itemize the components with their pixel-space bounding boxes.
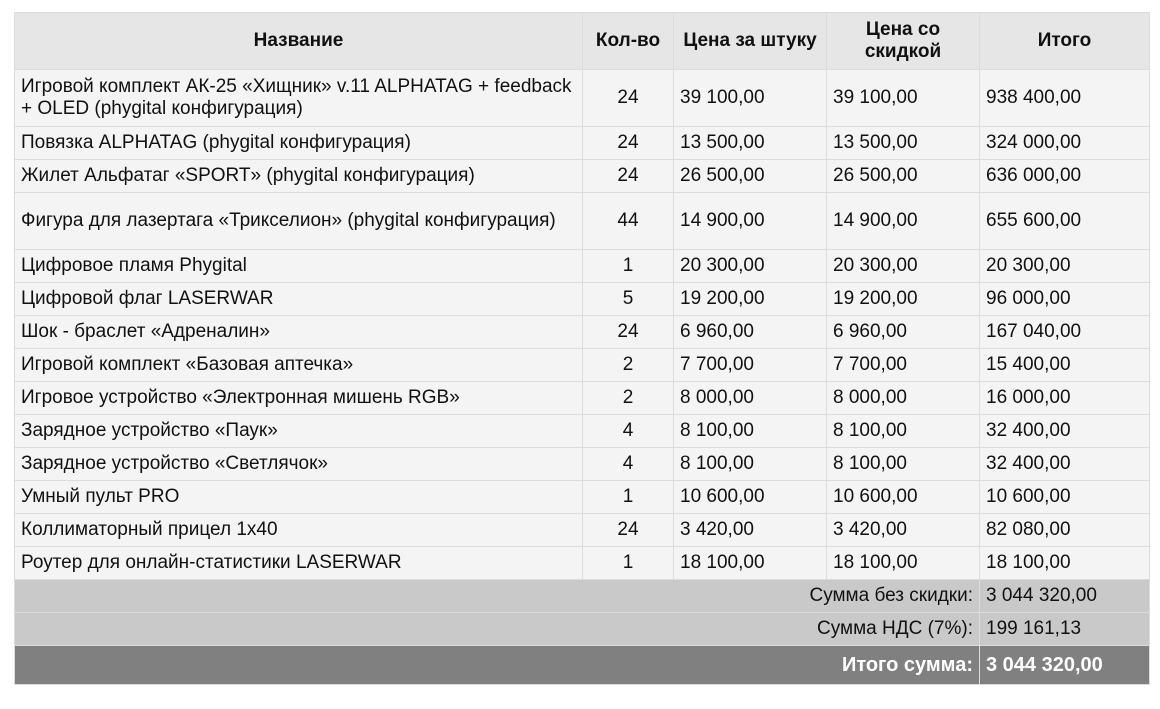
item-discount-price: 39 100,00 (827, 70, 980, 127)
item-qty: 24 (583, 127, 674, 160)
item-qty: 2 (583, 349, 674, 382)
item-total: 655 600,00 (980, 193, 1150, 250)
item-qty: 24 (583, 160, 674, 193)
item-name: Зарядное устройство «Паук» (15, 415, 583, 448)
vat-row (15, 613, 1150, 646)
item-discount-price: 13 500,00 (827, 127, 980, 160)
item-qty: 24 (583, 514, 674, 547)
item-qty: 4 (583, 448, 674, 481)
item-price: 6 960,00 (674, 316, 827, 349)
item-name: Умный пульт PRO (15, 481, 583, 514)
table-header-row (15, 13, 1150, 70)
item-name: Игровой комплект «Базовая аптечка» (15, 349, 583, 382)
item-price: 14 900,00 (674, 193, 827, 250)
item-price: 20 300,00 (674, 250, 827, 283)
item-total: 324 000,00 (980, 127, 1150, 160)
item-total: 96 000,00 (980, 283, 1150, 316)
item-name: Цифровое пламя Phygital (15, 250, 583, 283)
vat-value: 199 161,13 (980, 613, 1150, 646)
item-qty: 44 (583, 193, 674, 250)
table-row (15, 547, 1150, 580)
item-discount-price: 7 700,00 (827, 349, 980, 382)
item-name: Игровой комплект АК-25 «Хищник» v.11 ALPHATAG + feedback + OLED (phygital конфигурация) (15, 70, 583, 127)
item-price: 8 100,00 (674, 448, 827, 481)
table-row (15, 160, 1150, 193)
item-price: 18 100,00 (674, 547, 827, 580)
invoice-table (14, 12, 1150, 685)
item-discount-price: 8 100,00 (827, 448, 980, 481)
invoice-table-container (14, 12, 1149, 685)
item-name: Жилет Альфатаг «SPORT» (phygital конфигурация) (15, 160, 583, 193)
table-row (15, 316, 1150, 349)
table-row (15, 481, 1150, 514)
subtotal-value: 3 044 320,00 (980, 580, 1150, 613)
table-row (15, 127, 1150, 160)
item-name: Игровое устройство «Электронная мишень RGB» (15, 382, 583, 415)
item-discount-price: 8 100,00 (827, 415, 980, 448)
item-total: 32 400,00 (980, 415, 1150, 448)
item-total: 15 400,00 (980, 349, 1150, 382)
subtotal-label: Сумма без скидки: (15, 580, 980, 613)
item-qty: 1 (583, 547, 674, 580)
table-row (15, 514, 1150, 547)
item-discount-price: 18 100,00 (827, 547, 980, 580)
item-price: 13 500,00 (674, 127, 827, 160)
table-row (15, 382, 1150, 415)
header-total: Итого (980, 13, 1150, 70)
item-total: 82 080,00 (980, 514, 1150, 547)
item-name: Фигура для лазертага «Трикселион» (phygital конфигурация) (15, 193, 583, 250)
table-row (15, 250, 1150, 283)
item-total: 167 040,00 (980, 316, 1150, 349)
item-qty: 24 (583, 70, 674, 127)
item-qty: 2 (583, 382, 674, 415)
item-total: 18 100,00 (980, 547, 1150, 580)
item-discount-price: 26 500,00 (827, 160, 980, 193)
table-row (15, 415, 1150, 448)
item-price: 39 100,00 (674, 70, 827, 127)
item-price: 26 500,00 (674, 160, 827, 193)
item-qty: 5 (583, 283, 674, 316)
grand-total-row (15, 646, 1150, 685)
header-name: Название (15, 13, 583, 70)
item-discount-price: 3 420,00 (827, 514, 980, 547)
item-discount-price: 8 000,00 (827, 382, 980, 415)
item-total: 20 300,00 (980, 250, 1150, 283)
item-total: 938 400,00 (980, 70, 1150, 127)
item-price: 8 100,00 (674, 415, 827, 448)
item-name: Шок - браслет «Адреналин» (15, 316, 583, 349)
header-discount-price: Цена со скидкой (827, 13, 980, 70)
item-total: 32 400,00 (980, 448, 1150, 481)
item-qty: 1 (583, 481, 674, 514)
item-qty: 1 (583, 250, 674, 283)
item-price: 3 420,00 (674, 514, 827, 547)
header-price: Цена за штуку (674, 13, 827, 70)
table-row (15, 193, 1150, 250)
grand-total-value: 3 044 320,00 (980, 646, 1150, 685)
item-qty: 24 (583, 316, 674, 349)
item-name: Цифровой флаг LASERWAR (15, 283, 583, 316)
item-price: 10 600,00 (674, 481, 827, 514)
item-discount-price: 20 300,00 (827, 250, 980, 283)
table-row (15, 283, 1150, 316)
header-qty: Кол-во (583, 13, 674, 70)
table-row (15, 349, 1150, 382)
item-discount-price: 14 900,00 (827, 193, 980, 250)
item-total: 636 000,00 (980, 160, 1150, 193)
table-row (15, 70, 1150, 127)
item-price: 7 700,00 (674, 349, 827, 382)
item-name: Роутер для онлайн-статистики LASERWAR (15, 547, 583, 580)
item-price: 19 200,00 (674, 283, 827, 316)
item-discount-price: 19 200,00 (827, 283, 980, 316)
item-total: 16 000,00 (980, 382, 1150, 415)
item-discount-price: 10 600,00 (827, 481, 980, 514)
item-price: 8 000,00 (674, 382, 827, 415)
item-name: Коллиматорный прицел 1х40 (15, 514, 583, 547)
table-row (15, 448, 1150, 481)
vat-label: Сумма НДС (7%): (15, 613, 980, 646)
item-name: Зарядное устройство «Светлячок» (15, 448, 583, 481)
item-qty: 4 (583, 415, 674, 448)
item-discount-price: 6 960,00 (827, 316, 980, 349)
item-name: Повязка ALPHATAG (phygital конфигурация) (15, 127, 583, 160)
subtotal-row (15, 580, 1150, 613)
item-total: 10 600,00 (980, 481, 1150, 514)
grand-total-label: Итого сумма: (15, 646, 980, 685)
